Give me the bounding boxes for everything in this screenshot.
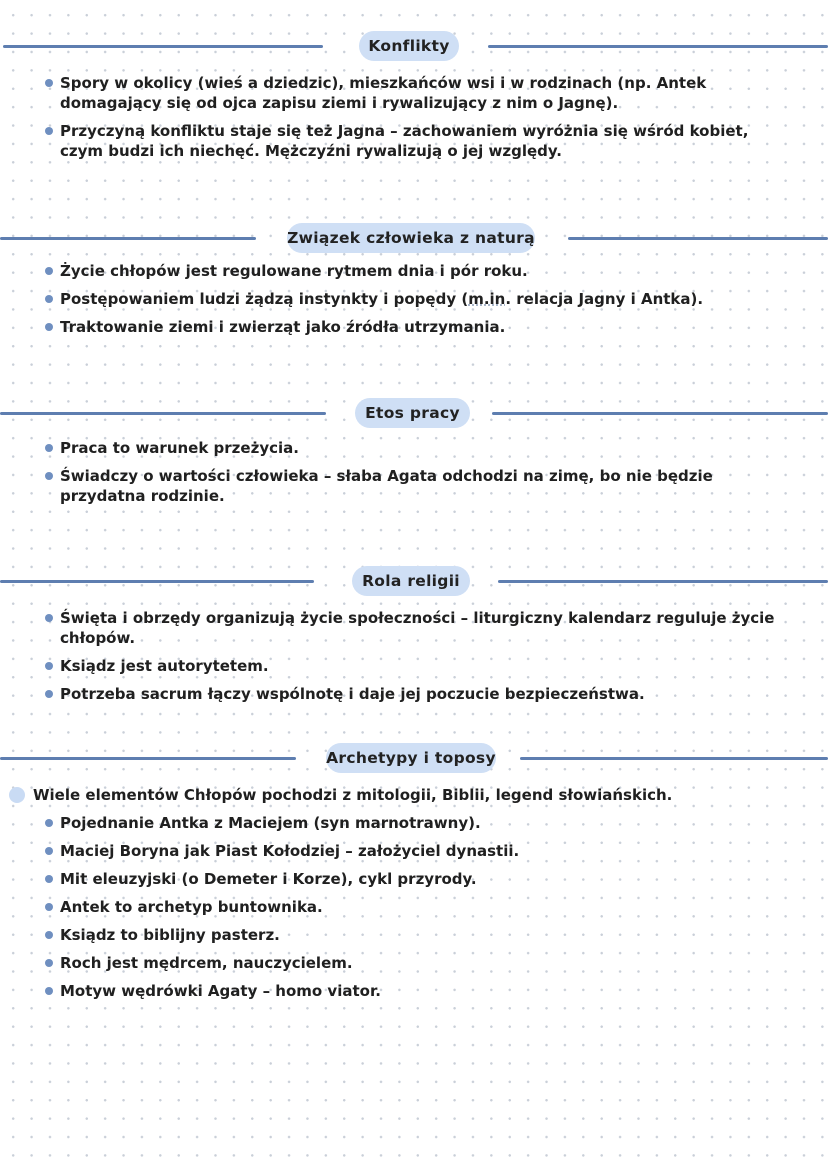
heading-rule-right xyxy=(520,757,828,760)
bullet-dot xyxy=(45,472,53,480)
bullet-list xyxy=(0,813,828,1001)
heading-rule-right xyxy=(498,580,828,583)
heading-rule-right xyxy=(488,45,828,48)
heading-rule-right xyxy=(568,237,828,240)
list-item: Maciej Boryna jak Piast Kołodziej – założyciel dynastii. xyxy=(0,841,828,861)
bullet-dot xyxy=(45,444,53,452)
section-title: Związek człowieka z naturą xyxy=(287,223,535,253)
list-item: Potrzeba sacrum łączy wspólnotę i daje jej poczucie bezpieczeństwa. xyxy=(0,684,828,704)
heading-rule-right xyxy=(492,412,828,415)
section-heading xyxy=(0,31,828,61)
bullet-dot xyxy=(45,819,53,827)
list-item: Święta i obrzędy organizują życie społeczności – liturgiczny kalendarz reguluje życie chłopów. xyxy=(0,608,828,648)
list-item: Motyw wędrówki Agaty – homo viator. xyxy=(0,981,828,1001)
intro-line: Wiele elementów Chłopów pochodzi z mitologii, Biblii, legend słowiańskich. xyxy=(0,785,828,805)
bullet-list xyxy=(0,608,828,704)
section-heading xyxy=(0,223,828,253)
heading-rule-left xyxy=(0,757,296,760)
section-zwiazek-z-natura xyxy=(0,223,828,345)
heading-rule-left xyxy=(0,412,326,415)
heading-rule-left xyxy=(0,580,314,583)
bullet-dot xyxy=(45,987,53,995)
section-heading xyxy=(0,398,828,428)
section-title: Archetypy i toposy xyxy=(326,743,496,773)
bullet-dot xyxy=(45,79,53,87)
section-konflikty xyxy=(0,31,828,169)
list-item: Roch jest mędrcem, nauczycielem. xyxy=(0,953,828,973)
bullet-dot xyxy=(45,127,53,135)
list-item: Życie chłopów jest regulowane rytmem dnia i pór roku. xyxy=(0,261,828,281)
bullet-dot xyxy=(45,959,53,967)
bullet-dot xyxy=(45,662,53,670)
bullet-dot xyxy=(45,690,53,698)
list-item: Traktowanie ziemi i zwierząt jako źródła utrzymania. xyxy=(0,317,828,337)
section-heading xyxy=(0,743,828,773)
section-title: Etos pracy xyxy=(355,398,470,428)
bullet-list xyxy=(0,261,828,337)
section-heading xyxy=(0,566,828,596)
list-item: Mit eleuzyjski (o Demeter i Korze), cykl przyrody. xyxy=(0,869,828,889)
list-item: Praca to warunek przeżycia. xyxy=(0,438,828,458)
section-etos-pracy xyxy=(0,398,828,514)
list-item: Postępowaniem ludzi żądzą instynkty i popędy (m.in. relacja Jagny i Antka). xyxy=(0,289,828,309)
section-title: Konflikty xyxy=(359,31,459,61)
abbreviation: m.in xyxy=(468,290,506,308)
heading-rule-left xyxy=(3,45,323,48)
section-title: Rola religii xyxy=(352,566,470,596)
list-item: Pojednanie Antka z Maciejem (syn marnotrawny). xyxy=(0,813,828,833)
list-item: Przyczyną konfliktu staje się też Jagna – zachowaniem wyróżnia się wśród kobiet, czym budzi ich niechęć. Mężczyźni rywalizują o jej względy. xyxy=(0,121,828,161)
section-archetypy-i-toposy xyxy=(0,743,828,1009)
bullet-dot xyxy=(45,847,53,855)
heading-rule-left xyxy=(0,237,256,240)
section-rola-religii xyxy=(0,566,828,712)
bullet-dot xyxy=(45,875,53,883)
bullet-list xyxy=(0,73,828,161)
intro-dot xyxy=(9,787,25,803)
bullet-list xyxy=(0,438,828,506)
list-item: Antek to archetyp buntownika. xyxy=(0,897,828,917)
list-item: Świadczy o wartości człowieka – słaba Agata odchodzi na zimę, bo nie będzie przydatna rodzinie. xyxy=(0,466,828,506)
bullet-dot xyxy=(45,903,53,911)
list-item: Ksiądz to biblijny pasterz. xyxy=(0,925,828,945)
list-item: Ksiądz jest autorytetem. xyxy=(0,656,828,676)
bullet-dot xyxy=(45,267,53,275)
bullet-dot xyxy=(45,614,53,622)
bullet-dot xyxy=(45,931,53,939)
bullet-dot xyxy=(45,323,53,331)
list-item: Spory w okolicy (wieś a dziedzic), mieszkańców wsi i w rodzinach (np. Antek domagający się od ojca zapisu ziemi i rywalizujący z nim o Jagnę). xyxy=(0,73,828,113)
bullet-dot xyxy=(45,295,53,303)
